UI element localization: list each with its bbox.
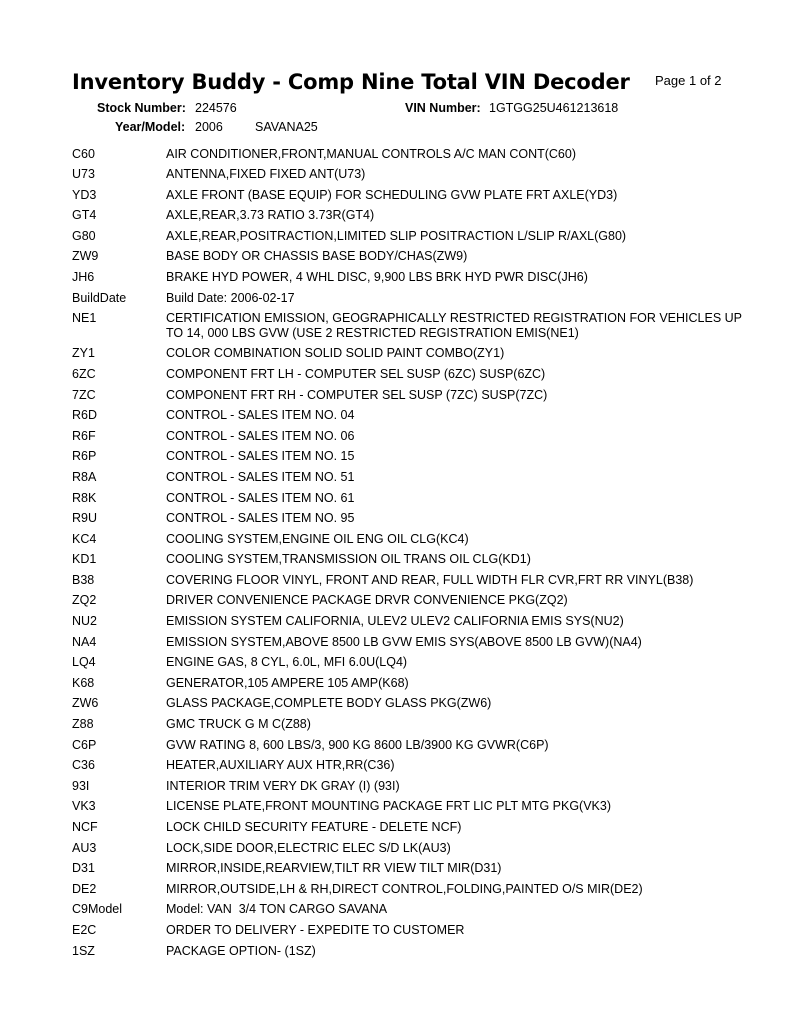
option-row — [72, 571, 752, 592]
option-description: GLASS PACKAGE,COMPLETE BODY GLASS PKG(ZW6) — [166, 696, 492, 711]
option-code: C60 — [72, 146, 95, 161]
year-model-label: Year/Model: — [115, 120, 186, 134]
option-description: INTERIOR TRIM VERY DK GRAY (I) (93I) — [166, 778, 400, 793]
option-code: NU2 — [72, 614, 98, 629]
option-description: GMC TRUCK G M C(Z88) — [166, 717, 311, 732]
option-row — [72, 695, 752, 716]
option-row — [72, 860, 752, 881]
option-row — [72, 798, 752, 819]
option-description: COLOR COMBINATION SOLID SOLID PAINT COMBO(ZY1) — [166, 346, 505, 361]
option-description: CONTROL - SALES ITEM NO. 95 — [166, 511, 355, 526]
option-code: K68 — [72, 675, 95, 690]
option-row — [72, 942, 752, 963]
option-row — [72, 310, 752, 345]
option-code: R6P — [72, 449, 97, 464]
option-description: GVW RATING 8, 600 LBS/3, 900 KG 8600 LB/3900 KG GVWR(C6P) — [166, 737, 549, 752]
option-row — [72, 654, 752, 675]
option-description: LICENSE PLATE,FRONT MOUNTING PACKAGE FRT LIC PLT MTG PKG(VK3) — [166, 799, 611, 814]
option-row — [72, 468, 752, 489]
option-code: NE1 — [72, 311, 97, 326]
option-code: BuildDate — [72, 290, 127, 305]
option-code: ZW6 — [72, 696, 99, 711]
vin-number-label: VIN Number: — [405, 101, 481, 115]
document-title: Inventory Buddy - Comp Nine Total VIN Decoder — [72, 70, 630, 94]
option-row — [72, 407, 752, 428]
option-description: AXLE,REAR,3.73 RATIO 3.73R(GT4) — [166, 208, 375, 223]
vin-number-value: 1GTGG25U461213618 — [489, 101, 619, 115]
option-code: C9Model — [72, 902, 123, 917]
option-description: LOCK,SIDE DOOR,ELECTRIC ELEC S/D LK(AU3) — [166, 840, 451, 855]
option-code: VK3 — [72, 799, 96, 814]
option-row — [72, 248, 752, 269]
option-code: ZW9 — [72, 249, 99, 264]
option-row — [72, 839, 752, 860]
option-row — [72, 166, 752, 187]
option-description: COMPONENT FRT RH - COMPUTER SEL SUSP (7ZC) SUSP(7ZC) — [166, 387, 548, 402]
option-description: EMISSION SYSTEM,ABOVE 8500 LB GVW EMIS SYS(ABOVE 8500 LB GVW)(NA4) — [166, 634, 642, 649]
option-row — [72, 186, 752, 207]
stock-number-value: 224576 — [195, 101, 237, 115]
option-description: BASE BODY OR CHASSIS BASE BODY/CHAS(ZW9) — [166, 249, 468, 264]
option-code: ZY1 — [72, 346, 95, 361]
option-row — [72, 345, 752, 366]
option-description: EMISSION SYSTEM CALIFORNIA, ULEV2 ULEV2 CALIFORNIA EMIS SYS(NU2) — [166, 614, 624, 629]
option-description: LOCK CHILD SECURITY FEATURE - DELETE NCF) — [166, 820, 462, 834]
option-row — [72, 145, 752, 166]
option-code: YD3 — [72, 187, 97, 202]
option-code: NA4 — [72, 634, 97, 649]
option-code: NCF — [72, 820, 98, 834]
option-row — [72, 489, 752, 510]
option-row — [72, 880, 752, 901]
option-description: CERTIFICATION EMISSION, GEOGRAPHICALLY RESTRICTED REGISTRATION FOR VEHICLES UP TO 14, 000 LBS GVW (USE 2 RESTRICTED REGISTRATION EMIS(NE1) — [166, 311, 746, 340]
option-description: GENERATOR,105 AMPERE 105 AMP(K68) — [166, 675, 409, 690]
option-code: KD1 — [72, 552, 97, 567]
page-number: Page 1 of 2 — [655, 73, 722, 88]
option-code: R9U — [72, 511, 98, 526]
option-description: AIR CONDITIONER,FRONT,MANUAL CONTROLS A/C MAN CONT(C60) — [166, 146, 576, 161]
stock-number-label: Stock Number: — [97, 101, 186, 115]
option-code: GT4 — [72, 208, 97, 223]
option-code: 1SZ — [72, 943, 95, 958]
option-row — [72, 427, 752, 448]
option-code: AU3 — [72, 840, 97, 855]
option-code: C6P — [72, 737, 97, 752]
option-code: R8A — [72, 469, 97, 484]
option-row — [72, 289, 752, 310]
option-description: DRIVER CONVENIENCE PACKAGE DRVR CONVENIENCE PKG(ZQ2) — [166, 593, 568, 608]
option-code-list — [72, 145, 752, 963]
option-description: PACKAGE OPTION- (1SZ) — [166, 943, 316, 958]
option-row — [72, 777, 752, 798]
option-description: CONTROL - SALES ITEM NO. 06 — [166, 428, 355, 443]
option-description: COOLING SYSTEM,ENGINE OIL ENG OIL CLG(KC4) — [166, 531, 469, 546]
option-row — [72, 613, 752, 634]
option-row — [72, 592, 752, 613]
option-description: MIRROR,INSIDE,REARVIEW,TILT RR VIEW TILT MIR(D31) — [166, 861, 502, 876]
option-code: C36 — [72, 758, 95, 773]
option-code: Z88 — [72, 717, 94, 732]
option-description: ENGINE GAS, 8 CYL, 6.0L, MFI 6.0U(LQ4) — [166, 655, 408, 670]
option-row — [72, 207, 752, 228]
option-row — [72, 551, 752, 572]
option-row — [72, 736, 752, 757]
option-code: ZQ2 — [72, 593, 97, 608]
option-description: ORDER TO DELIVERY - EXPEDITE TO CUSTOMER — [166, 922, 465, 937]
option-row — [72, 921, 752, 942]
option-code: D31 — [72, 861, 95, 876]
option-row — [72, 365, 752, 386]
option-code: R6D — [72, 408, 98, 423]
option-row — [72, 448, 752, 469]
option-row — [72, 269, 752, 290]
option-row — [72, 386, 752, 407]
option-description: BRAKE HYD POWER, 4 WHL DISC, 9,900 LBS BRK HYD PWR DISC(JH6) — [166, 270, 588, 285]
option-code: R8K — [72, 490, 97, 505]
option-description: CONTROL - SALES ITEM NO. 15 — [166, 449, 355, 464]
option-row — [72, 227, 752, 248]
option-row — [72, 757, 752, 778]
option-description: Model: VAN 3/4 TON CARGO SAVANA — [166, 902, 388, 917]
option-description: CONTROL - SALES ITEM NO. 04 — [166, 408, 355, 423]
option-description: AXLE FRONT (BASE EQUIP) FOR SCHEDULING GVW PLATE FRT AXLE(YD3) — [166, 187, 618, 202]
option-code: B38 — [72, 572, 95, 587]
option-code: 93I — [72, 778, 90, 793]
option-row — [72, 633, 752, 654]
option-row — [72, 510, 752, 531]
option-description: CONTROL - SALES ITEM NO. 51 — [166, 469, 355, 484]
option-row — [72, 674, 752, 695]
option-description: HEATER,AUXILIARY AUX HTR,RR(C36) — [166, 758, 395, 773]
option-description: MIRROR,OUTSIDE,LH & RH,DIRECT CONTROL,FOLDING,PAINTED O/S MIR(DE2) — [166, 881, 643, 896]
option-row — [72, 819, 752, 840]
option-code: DE2 — [72, 881, 97, 896]
option-row — [72, 716, 752, 737]
option-code: KC4 — [72, 531, 97, 546]
option-code: E2C — [72, 922, 97, 937]
option-code: 6ZC — [72, 366, 96, 381]
option-description: COOLING SYSTEM,TRANSMISSION OIL TRANS OIL CLG(KD1) — [166, 552, 531, 567]
option-code: U73 — [72, 167, 95, 182]
option-description: Build Date: 2006-02-17 — [166, 290, 295, 305]
option-code: 7ZC — [72, 387, 96, 402]
option-code: LQ4 — [72, 655, 96, 670]
option-row — [72, 901, 752, 922]
option-code: R6F — [72, 428, 96, 443]
option-description: AXLE,REAR,POSITRACTION,LIMITED SLIP POSITRACTION L/SLIP R/AXL(G80) — [166, 228, 627, 243]
option-code: G80 — [72, 228, 96, 243]
option-description: CONTROL - SALES ITEM NO. 61 — [166, 490, 355, 505]
option-row — [72, 530, 752, 551]
option-description: COMPONENT FRT LH - COMPUTER SEL SUSP (6ZC) SUSP(6ZC) — [166, 366, 546, 381]
option-code: JH6 — [72, 270, 95, 285]
model-value: SAVANA25 — [255, 120, 318, 134]
option-description: ANTENNA,FIXED FIXED ANT(U73) — [166, 167, 366, 182]
option-description: COVERING FLOOR VINYL, FRONT AND REAR, FULL WIDTH FLR CVR,FRT RR VINYL(B38) — [166, 572, 694, 587]
year-value: 2006 — [195, 120, 223, 134]
